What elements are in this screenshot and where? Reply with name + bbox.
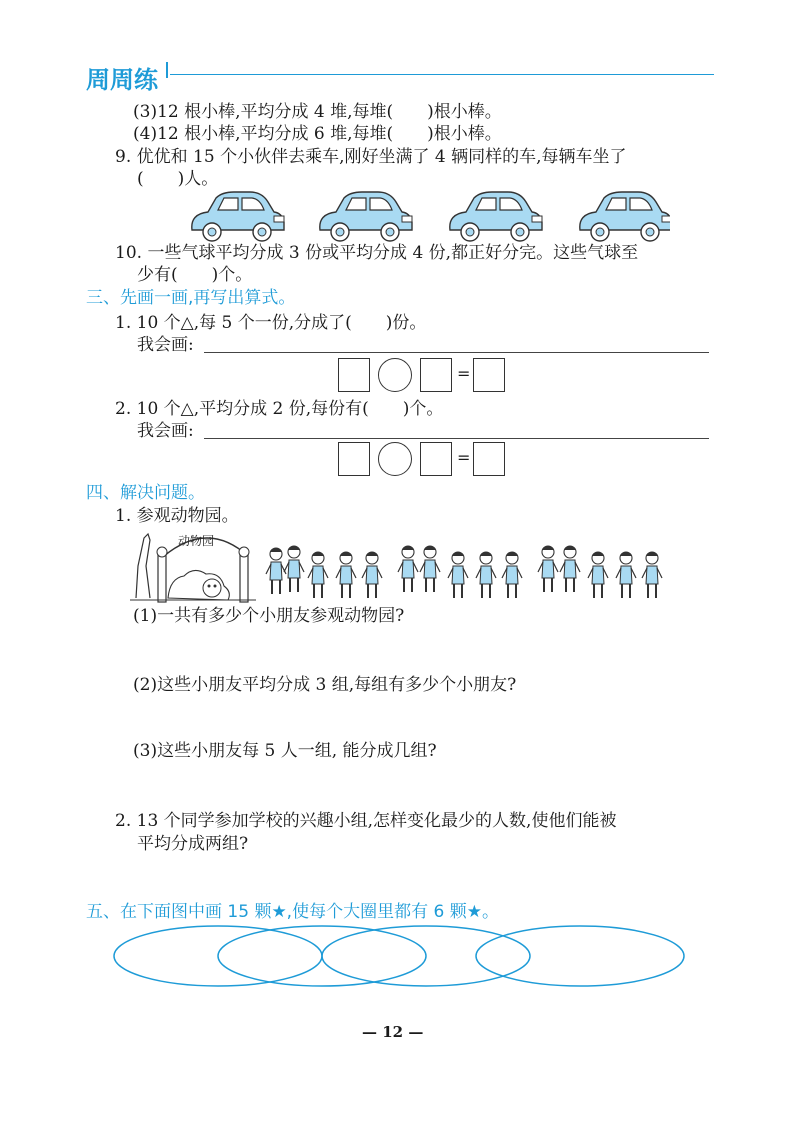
- section3-title: 三、先画一画,再写出算式。: [86, 288, 296, 308]
- s3-q1-box-1[interactable]: [338, 358, 370, 392]
- s3-q1: 1. 10 个△,每 5 个一份,分成了( )份。: [115, 313, 427, 333]
- header-rule-left: [166, 62, 716, 78]
- s3-q1-draw-line[interactable]: [204, 352, 709, 353]
- zoo-sign: 动物园: [178, 534, 215, 548]
- car-1: [192, 192, 284, 241]
- kid-group-1: [266, 546, 382, 598]
- s3-q1-box-result[interactable]: [473, 358, 505, 392]
- zoo-illustration: [128, 526, 668, 604]
- s3-q1-equals: =: [457, 364, 471, 383]
- q10-line1: 10. 一些气球平均分成 3 份或平均分成 4 份,都正好分完。这些气球至: [115, 243, 639, 263]
- s3-q2-operator-circle[interactable]: [378, 442, 412, 476]
- s3-q1-box-2[interactable]: [420, 358, 452, 392]
- s3-q2-draw-label: 我会画:: [137, 421, 194, 441]
- header-rule: [170, 74, 714, 75]
- q10-line2: 少有( )个。: [137, 265, 253, 285]
- zoo-gate: [130, 533, 256, 602]
- s3-q2: 2. 10 个△,平均分成 2 份,每份有( )个。: [115, 399, 444, 419]
- s3-q2-box-2[interactable]: [420, 442, 452, 476]
- s3-q1-draw-label: 我会画:: [137, 335, 194, 355]
- section5-title: 五、在下面图中画 15 颗★,使每个大圈里都有 6 颗★。: [86, 902, 499, 922]
- s4-q1-title: 1. 参观动物园。: [115, 506, 239, 526]
- q9-line1: 9. 优优和 15 个小伙伴去乘车,刚好坐满了 4 辆同样的车,每辆车坐了: [115, 147, 627, 167]
- brand-title: 周周练: [86, 66, 158, 94]
- s3-q2-draw-line[interactable]: [204, 438, 709, 439]
- s4-q2-line2: 平均分成两组?: [137, 834, 249, 854]
- s3-q2-box-result[interactable]: [473, 442, 505, 476]
- kid-group-3: [538, 546, 662, 598]
- page-number: — 12 —: [362, 1023, 424, 1041]
- s4-q1-part1: (1)一共有多少个小朋友参观动物园?: [133, 606, 405, 626]
- s4-q1-part3: (3)这些小朋友每 5 人一组, 能分成几组?: [133, 741, 437, 761]
- car-2: [320, 192, 412, 241]
- car-3: [450, 192, 542, 241]
- s4-q2-line1: 2. 13 个同学参加学校的兴趣小组,怎样变化最少的人数,使他们能被: [115, 811, 617, 831]
- q9-line2: ( )人。: [137, 169, 219, 189]
- s4-q1-part2: (2)这些小朋友平均分成 3 组,每组有多少个小朋友?: [133, 675, 517, 695]
- section4-title: 四、解决问题。: [86, 483, 205, 503]
- big-circle-4: [476, 926, 684, 986]
- s3-q2-box-1[interactable]: [338, 442, 370, 476]
- q8-item-4: (4)12 根小棒,平均分成 6 堆,每堆( )根小棒。: [133, 124, 502, 144]
- venn-ovals[interactable]: [108, 922, 688, 992]
- q8-item-3: (3)12 根小棒,平均分成 4 堆,每堆( )根小棒。: [133, 102, 502, 122]
- s3-q2-equals: =: [457, 448, 471, 467]
- cars-illustration: [180, 188, 670, 244]
- s3-q1-operator-circle[interactable]: [378, 358, 412, 392]
- kid-group-2: [398, 546, 522, 598]
- car-4: [580, 192, 670, 241]
